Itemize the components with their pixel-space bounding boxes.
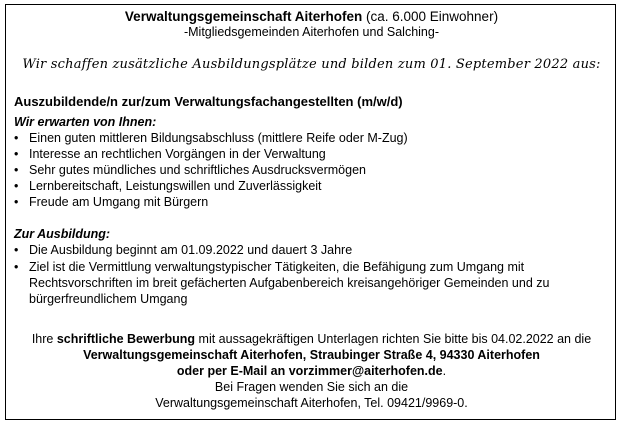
application-email: oder per E-Mail an vorzimmer@aiterhofen.de: [176, 364, 443, 378]
header-title: [6, 9, 617, 24]
application-prefix: Ihre: [31, 332, 57, 346]
list-item-continuation: bürgerfreundlichem Umgang: [29, 292, 188, 306]
list-item-text: Interesse an rechtlichen Vorgängen in der Verwaltung: [29, 147, 326, 161]
list-item-text: Einen guten mittleren Bildungsabschluss (mittlere Reife oder M-Zug): [29, 131, 408, 145]
bullet-icon: •: [14, 131, 19, 145]
job-posting-frame: [5, 4, 616, 420]
list-item-text: Sehr gutes mündliches und schriftliches Ausdrucksvermögen: [29, 163, 366, 177]
expectations-heading: Wir erwarten von Ihnen:: [14, 115, 157, 129]
questions-line: Bei Fragen wenden Sie sich an die: [214, 380, 409, 394]
application-suffix: mit aussagekräftigen Unterlagen richten Sie bitte bis 04.02.2022 an die: [195, 332, 592, 346]
list-item-text: Freude am Umgang mit Bürgern: [29, 195, 209, 209]
training-heading: Zur Ausbildung:: [14, 227, 111, 241]
bullet-icon: •: [14, 260, 19, 274]
list-item-text: Die Ausbildung beginnt am 01.09.2022 und dauert 3 Jahre: [29, 243, 353, 257]
member-municipalities: -Mitgliedsgemeinden Aiterhofen und Salching-: [183, 25, 440, 39]
bullet-icon: •: [14, 243, 19, 257]
application-email-end: .: [442, 364, 447, 378]
contact-phone-line: Verwaltungsgemeinschaft Aiterhofen, Tel. 09421/9969-0.: [155, 396, 468, 410]
bullet-icon: •: [14, 163, 19, 177]
application-address: Verwaltungsgemeinschaft Aiterhofen, Straubinger Straße 4, 94330 Aiterhofen: [83, 348, 540, 362]
bullet-icon: •: [14, 195, 19, 209]
list-item-continuation: Rechtsvorschriften im breit gefächerten Aufgabenbereich kreisangehöriger Gemeinden und zu: [29, 276, 550, 290]
position-title: Auszubildende/n zur/zum Verwaltungsfachangestellten (m/w/d): [14, 94, 403, 109]
list-item-text: Lernbereitschaft, Leistungswillen und Zuverlässigkeit: [29, 179, 322, 193]
org-name: Verwaltungsgemeinschaft Aiterhofen: [124, 9, 363, 24]
population: (ca. 6.000 Einwohner): [362, 9, 499, 24]
intro-text: Wir schaffen zusätzliche Ausbildungsplätze und bilden zum 01. September 2022 aus:: [22, 57, 601, 72]
list-item-text: Ziel ist die Vermittlung verwaltungstypischer Tätigkeiten, die Befähigung zum Umgang mit: [29, 260, 525, 274]
application-line-1: [6, 332, 617, 347]
application-bold: schriftliche Bewerbung: [56, 332, 196, 346]
application-email-line: [6, 364, 617, 379]
bullet-icon: •: [14, 179, 19, 193]
bullet-icon: •: [14, 147, 19, 161]
